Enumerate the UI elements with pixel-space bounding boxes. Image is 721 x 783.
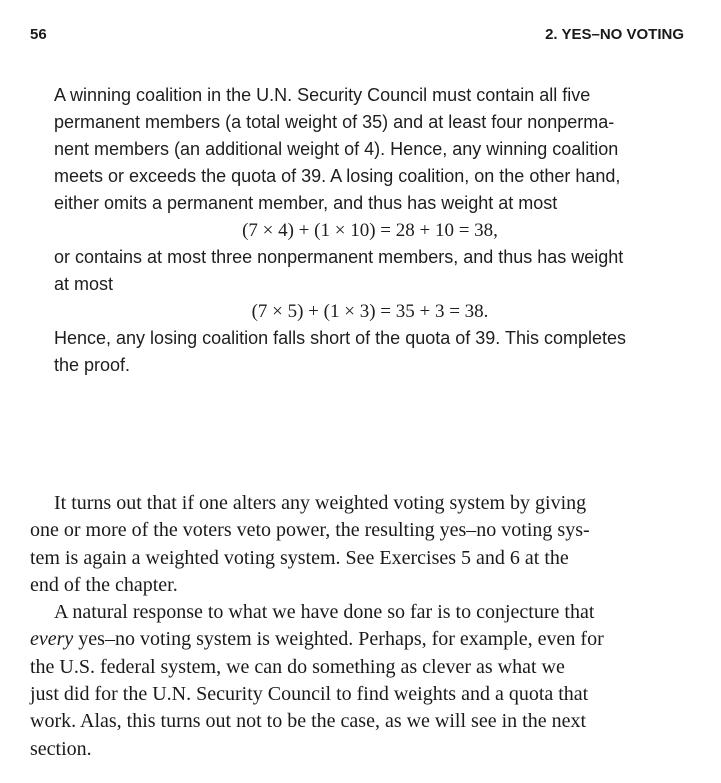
page-number: 56 [30, 26, 47, 43]
proof-line: at most [54, 274, 114, 294]
proof-line: A winning coalition in the U.N. Security Council must contain all five [54, 85, 591, 105]
paragraph-line: section. [30, 737, 92, 760]
paragraph-line: one or more of the voters veto power, the resulting yes–no voting sys- [30, 519, 590, 542]
proof-line: the proof. [54, 355, 131, 375]
page-header [30, 26, 684, 48]
paragraph-line-rest: yes–no voting system is weighted. Perhaps, for example, even for [73, 628, 604, 651]
emphasis-every: every [30, 628, 74, 651]
proof-line: or contains at most three nonpermanent members, and thus has weight [54, 247, 624, 267]
paragraph-line: end of the chapter. [30, 573, 178, 596]
proof-line: meets or exceeds the quota of 39. A losing coalition, on the other hand, [54, 166, 621, 186]
equation-losing-permanent: (7 × 4) + (1 × 10) = 28 + 10 = 38, [242, 220, 498, 241]
paragraph-line: tem is again a weighted voting system. See Exercises 5 and 6 at the [30, 546, 569, 569]
proof-line: nent members (an additional weight of 4). Hence, any winning coalition [54, 139, 619, 159]
running-head: 2. YES–NO VOTING [545, 26, 684, 43]
proof-line: Hence, any losing coalition falls short of the quota of 39. This completes [54, 328, 626, 348]
paragraph-line: the U.S. federal system, we can do something as clever as what we [30, 655, 565, 678]
proof-line: either omits a permanent member, and thus has weight at most [54, 193, 558, 213]
paragraph-line: just did for the U.N. Security Council to find weights and a quota that [30, 683, 589, 706]
paragraph-line: work. Alas, this turns out not to be the case, as we will see in the next [30, 710, 587, 733]
proof-line: permanent members (a total weight of 35) and at least four nonperma- [54, 112, 615, 132]
proof-block [54, 82, 686, 379]
body-text [30, 490, 686, 763]
paragraph-line: A natural response to what we have done so far is to conjecture that [54, 601, 595, 624]
paragraph-line: It turns out that if one alters any weighted voting system by giving [54, 492, 587, 514]
paragraph-line [30, 626, 686, 653]
equation-losing-nonpermanent: (7 × 5) + (1 × 3) = 35 + 3 = 38. [251, 301, 489, 322]
